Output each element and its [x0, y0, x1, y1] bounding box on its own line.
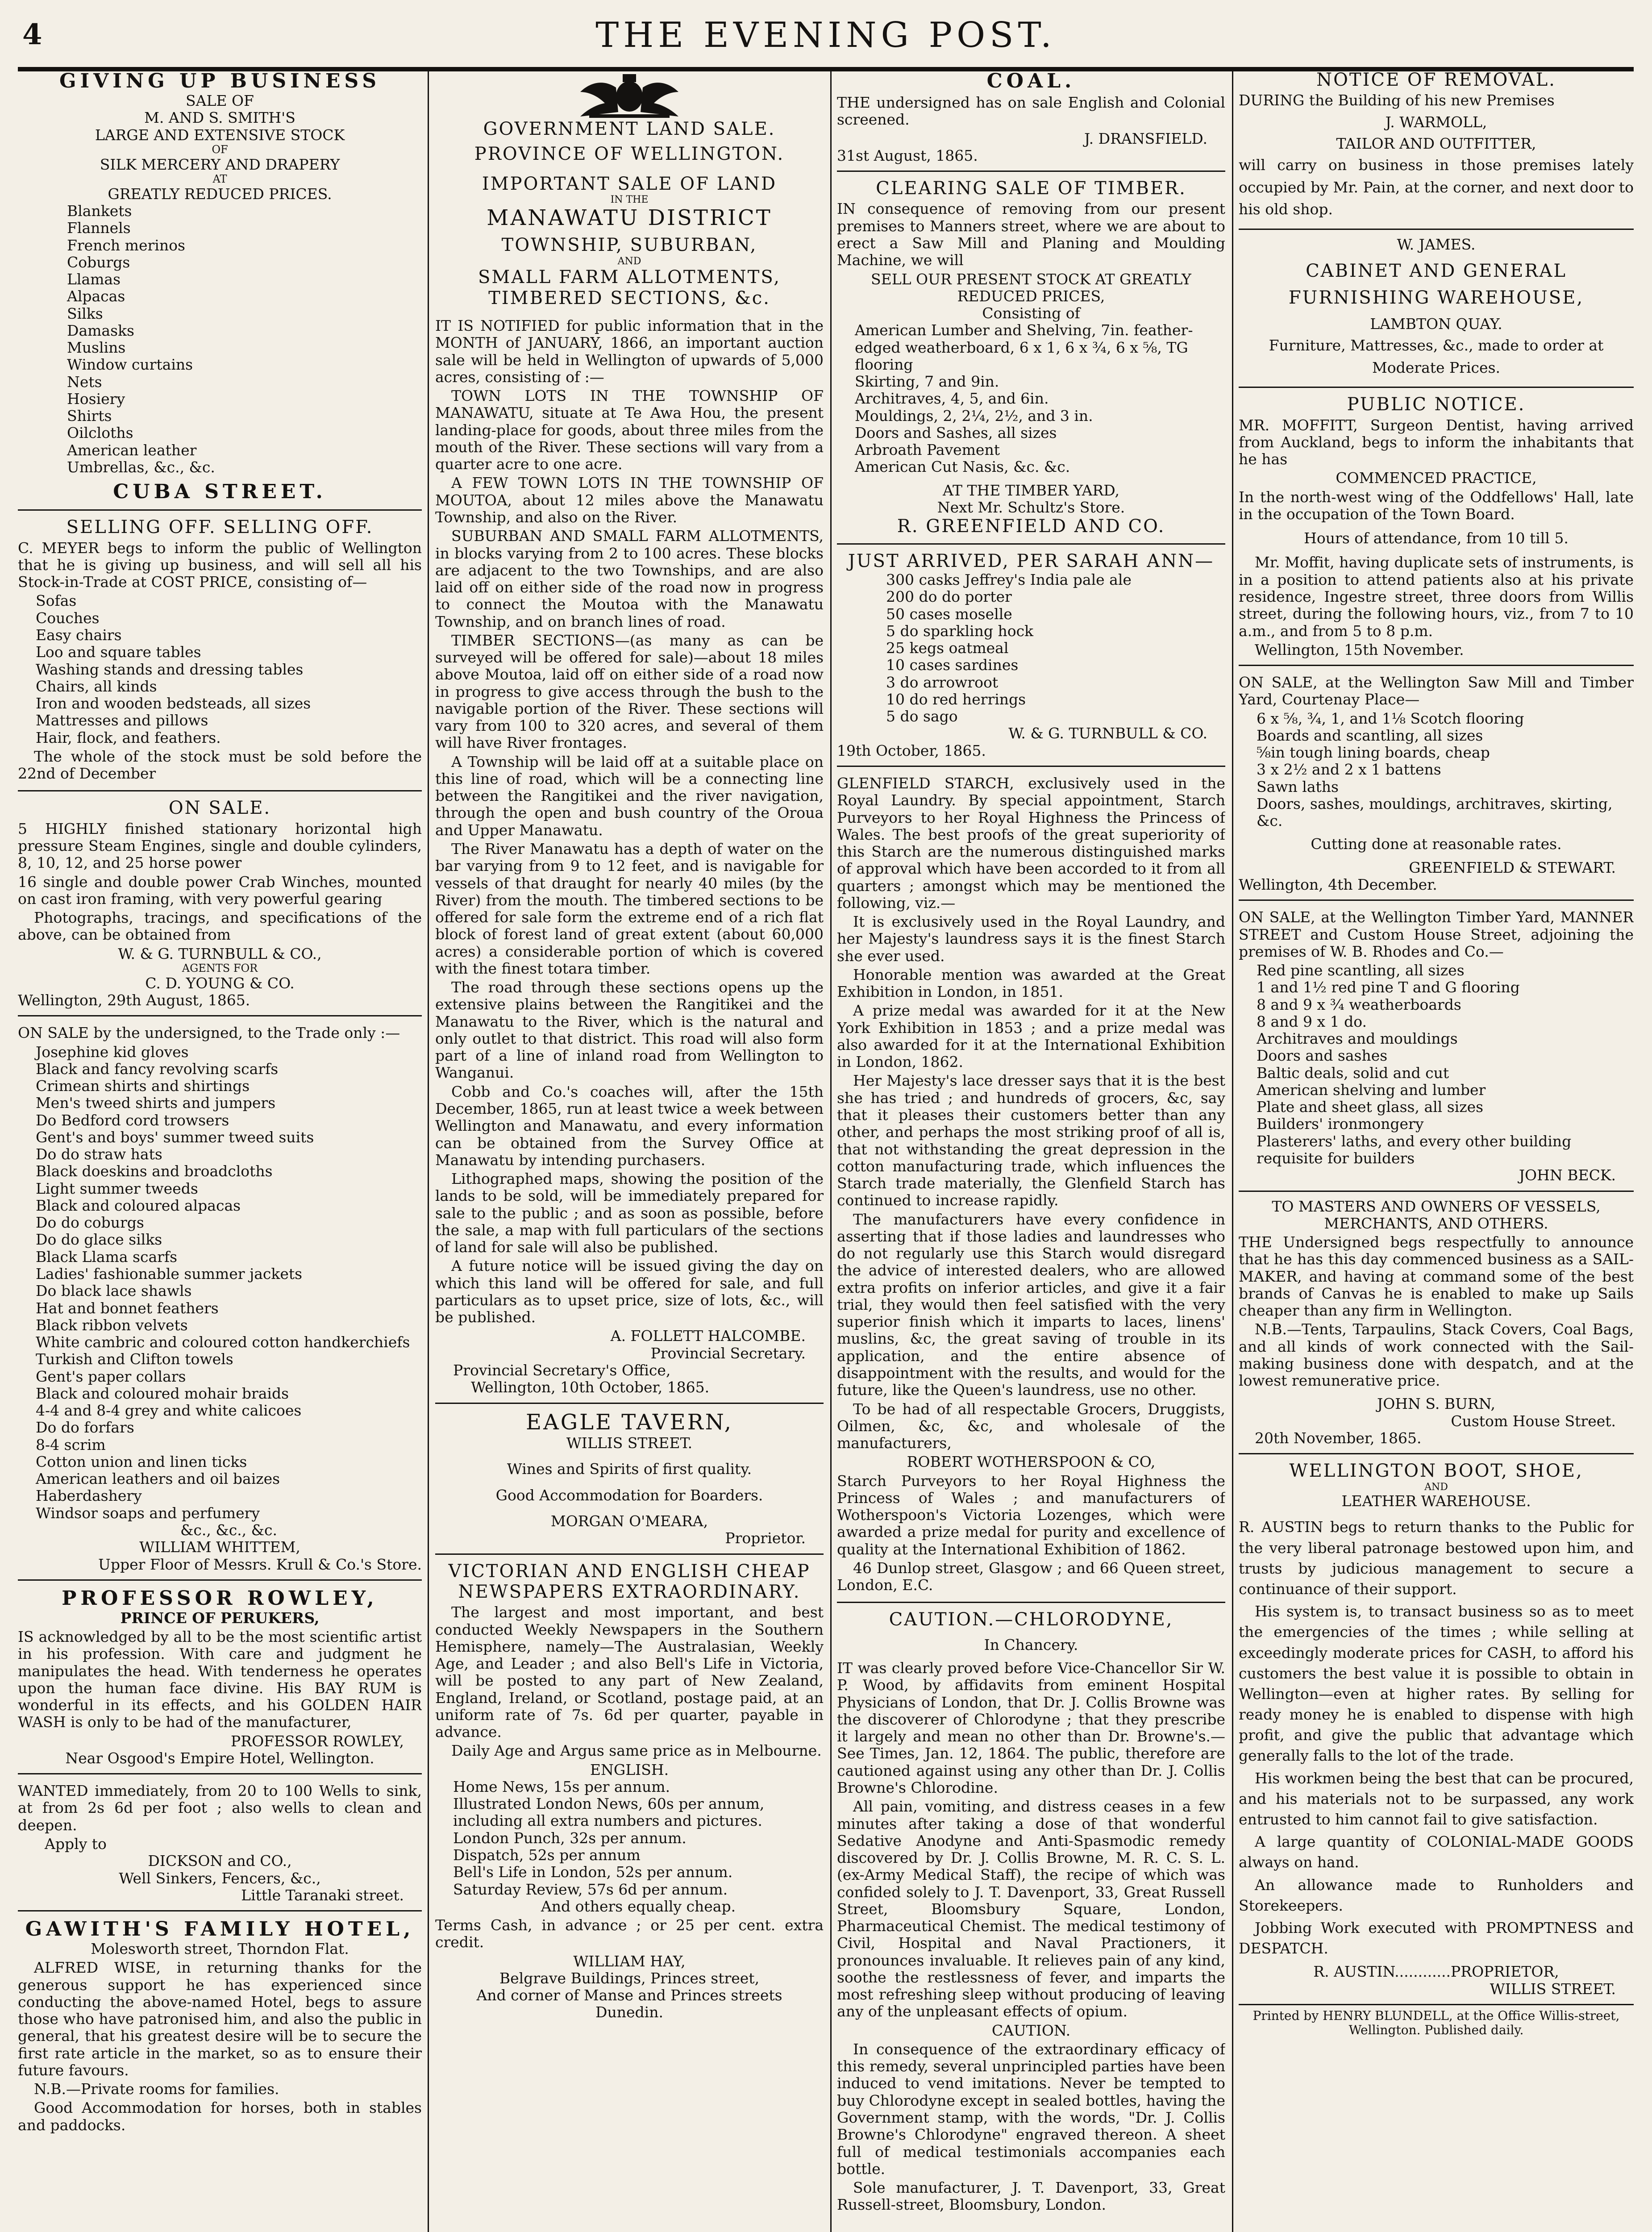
- list-item: 4-4 and 8-4 grey and white calicoes: [36, 1402, 302, 1420]
- list-item: 50 cases moselle: [886, 605, 1012, 623]
- list-item: Architraves and mouldings: [1257, 1030, 1458, 1048]
- boarders-line: Good Accommodation for Boarders.: [495, 1486, 763, 1504]
- next-line: Next Mr. Schultz's Store.: [937, 499, 1125, 516]
- list-item: 6 x ⅝, ¾, 1, and 1⅛ Scotch flooring: [1257, 709, 1524, 727]
- list-item: Do do coburgs: [36, 1214, 144, 1232]
- list-item: American Lumber and Shelving, 7in. feather-edged weatherboard, 6 x 1, 6 x ¾, 6 x ⅝, TG flooring: [855, 321, 1193, 373]
- list-item: Flannels: [67, 219, 131, 237]
- ad-paragraph: The road through these sections opens up the extensive plains between the Rangitikei and the Manawatu to the River, which is the natural and only outlet to that district. This road will also form part of a line of inland road from Wellington to Wanganui.: [435, 979, 824, 1082]
- list-item: 3 x 2½ and 2 x 1 battens: [1257, 761, 1441, 779]
- list-item: Mouldings, 2, 2¼, 2½, and 3 in.: [855, 407, 1093, 425]
- list-item: Bell's Life in London, 52s per annum.: [453, 1863, 733, 1881]
- owner-role: Proprietor.: [725, 1529, 806, 1547]
- ad-line: M. AND S. SMITH'S: [144, 109, 295, 127]
- list-item: Washing stands and dressing tables: [36, 660, 304, 678]
- ad-heading: PROFESSOR ROWLEY,: [62, 1587, 378, 1610]
- list-item: Shirts: [67, 407, 112, 425]
- firm-name: DICKSON and CO.,: [148, 1852, 292, 1870]
- ad-body: ON SALE, at the Wellington Timber Yard, MANNER STREET and Custom House Street, adjoining the premises of W. B. Rhodes and Co.—: [1239, 908, 1634, 960]
- ad-body: ON SALE by the undersigned, to the Trade only :—: [18, 1024, 400, 1042]
- date-line: Wellington, 10th October, 1865.: [471, 1378, 710, 1396]
- ad-clearing-sale-timber: [837, 175, 1225, 545]
- ad-body: WANTED immediately, from 20 to 100 Wells to sink, at from 2s 6d per foot ; also wells to clean and deepen.: [18, 1782, 422, 1834]
- list-item: American shelving and lumber: [1257, 1081, 1486, 1099]
- ad-sail-maker: [1239, 1195, 1634, 1455]
- royal-arms-icon: [562, 70, 696, 119]
- list-item: 25 kegs oatmeal: [886, 639, 1009, 657]
- list-item: Baltic deals, solid and cut: [1257, 1064, 1449, 1082]
- hours-line: Hours of attendance, from 10 till 5.: [1304, 529, 1569, 547]
- ad-heading: VICTORIAN AND ENGLISH CHEAP NEWSPAPERS EXTRAORDINARY.: [448, 1561, 811, 1602]
- ad-body: IS acknowledged by all to be the most scientific artist in his profession. With care and judgment he manipulates the head. With tenderness he operates upon the human face divine. His BAY RUM is wonderful in its effects, and his GOLDEN HAIR WASH is only to be had of the manufacturer,: [18, 1628, 422, 1731]
- ad-line: GREATLY REDUCED PRICES.: [108, 185, 332, 203]
- list-item: Illustrated London News, 60s per annum, including all extra numbers and pictures.: [453, 1795, 765, 1830]
- list-item: Doors, sashes, mouldings, architraves, skirting, &c.: [1257, 795, 1613, 830]
- ad-on-sale-trade: [18, 1020, 422, 1581]
- list-item: 300 casks Jeffrey's India pale ale: [886, 571, 1132, 589]
- ad-heading: GOVERNMENT LAND SALE.: [483, 119, 776, 139]
- ad-paragraph: MR. MOFFITT, Surgeon Dentist, having arrived from Auckland, begs to inform the inhabitants that he has: [1239, 416, 1634, 468]
- list-item: Silks: [67, 304, 103, 322]
- ad-heading: EAGLE TAVERN,: [526, 1409, 733, 1435]
- trade-line: Well Sinkers, Fencers, &c.,: [119, 1869, 321, 1887]
- ad-heading: SELLING OFF. SELLING OFF.: [66, 517, 374, 538]
- ad-line: AT: [212, 172, 227, 185]
- ad-paragraph: In consequence of the extraordinary efficacy of this remedy, several unprincipled parties have been induced to vend imitations. Never be tempted to buy Chlorodyne except in sealed bottles, having the Government stamp, with the words, "Dr. J. Collis Browne's Chlorodyne" engraved thereon. A sheet full of medical testimonials accompanies each bottle.: [837, 2040, 1225, 2178]
- ad-heading: WELLINGTON BOOT, SHOE,: [1289, 1461, 1583, 1482]
- ad-paragraph: To be had of all respectable Grocers, Druggists, Oilmen, &c, &c, and wholesale of the manufacturers,: [837, 1400, 1225, 1452]
- list-item: Cotton union and linen ticks: [36, 1453, 247, 1470]
- list-item: Black and coloured alpacas: [36, 1196, 241, 1214]
- ad-heading: ON SALE.: [168, 798, 271, 819]
- list-item: Architraves, 4, 5, and 6in.: [855, 390, 1049, 408]
- ad-body: ON SALE, at the Wellington Saw Mill and Timber Yard, Courtenay Place—: [1239, 674, 1634, 708]
- signer: JOHN S. BURN,: [1377, 1395, 1495, 1413]
- ad-paragraph: TIMBER SECTIONS—(as many as can be surveyed will be offered for sale)—about 18 miles above Moutoa, laid off on either side of a road now in progress to give access through the bush to the navigable portion of the River. These sections will vary from 100 to 320 acres, and several of them will have River frontages.: [435, 631, 824, 752]
- list-item: Dispatch, 52s per annum: [453, 1846, 641, 1864]
- ad-eagle-tavern: [435, 1407, 824, 1555]
- ad-sell: SELL OUR PRESENT STOCK AT GREATLY REDUCED PRICES,: [871, 270, 1191, 305]
- list-item: Umbrellas, &c., &c.: [67, 458, 215, 476]
- ad-line: SILK MERCERY AND DRAPERY: [100, 155, 340, 173]
- consisting-line: Consisting of: [982, 304, 1080, 322]
- list-item: Window curtains: [67, 356, 193, 374]
- ad-body: C. MEYER begs to inform the public of Wellington that he is giving up business, and will sell all his Stock-in-Trade at COST PRICE, consisting of—: [18, 539, 422, 591]
- list-item: London Punch, 32s per annum.: [453, 1829, 687, 1847]
- ad-chlorodyne: [837, 1607, 1225, 2221]
- item-list: [1239, 710, 1634, 830]
- list-item: Hosiery: [67, 390, 125, 408]
- date-line: 19th October, 1865.: [837, 741, 986, 759]
- ad-body: THE undersigned has on sale English and Colonial screened.: [837, 94, 1225, 129]
- item-list: [435, 1778, 824, 1915]
- list-item: 5 do sago: [886, 708, 958, 725]
- signer: JOHN BECK.: [1519, 1166, 1616, 1184]
- list-item: Alpacas: [67, 287, 125, 305]
- ad-coal: [837, 67, 1225, 172]
- list-item: Turkish and Clifton towels: [36, 1350, 233, 1368]
- ad-boot-warehouse: [1239, 1458, 1634, 2005]
- ad-paragraph: Starch Purveyors to her Royal Highness the Princess of Wales ; and manufacturers of Wotherspoon's Victoria Lozenges, which were awarded a prize medal for purity and excellence of quality at the International Exhibition of 1862.: [837, 1472, 1225, 1558]
- item-list: [18, 203, 422, 476]
- in-the-label: IN THE: [610, 194, 649, 206]
- list-item: American Cut Nasis, &c. &c.: [855, 458, 1070, 476]
- ad-important: IMPORTANT SALE OF LAND: [482, 173, 777, 194]
- list-item: Gent's paper collars: [36, 1367, 186, 1385]
- list-item: Nets: [67, 373, 102, 391]
- ad-paragraph: R. AUSTIN begs to return thanks to the Public for the very liberal patronage bestowed upon him, and trusts by judicious management to secure a continuance of their support.: [1239, 1518, 1634, 1598]
- list-item: White cambric and coloured cotton handkerchiefs: [36, 1333, 410, 1351]
- column-divider: [830, 67, 832, 2232]
- ad-paragraph: IT was clearly proved before Vice-Chancellor Sir W. P. Wood, by affidavits from eminent Hospital Physicians of London, that Dr. J. Collis Browne was the discoverer of Chlorodyne ; that they prescribe it largely and mean no other than Dr. Browne's.—See Times, Jan. 12, 1864. The public, therefore are cautioned against using any other than Dr. J. Collis Browne's Chlorodine.: [837, 1659, 1225, 1796]
- list-item: Boards and scantling, all sizes: [1257, 726, 1483, 744]
- firm-name: W. & G. TURNBULL & CO.,: [118, 945, 322, 962]
- ad-paragraph: N.B.—Tents, Tarpaulins, Stack Covers, Coal Bags, and all kinds of work connected with the Sail-making business done with despatch, and at the lowest remunerative price.: [1239, 1320, 1634, 1390]
- list-item: Home News, 15s per annum.: [453, 1778, 670, 1795]
- ad-wanted-wells: [18, 1778, 422, 1911]
- ad-body: will carry on business in those premises lately occupied by Mr. Pain, at the corner, and next door to his old shop.: [1239, 156, 1634, 218]
- ad-paragraph: SUBURBAN AND SMALL FARM ALLOTMENTS, in blocks varying from 2 to 100 acres. These blocks are adjacent to the two Townships, and are also laid off on either side of the road now in progress to connect the Moutoa with the Manawatu Township, and on branch lines of road.: [435, 527, 824, 630]
- list-item: Couches: [36, 609, 100, 627]
- ad-john-beck: [1239, 904, 1634, 1191]
- list-item: Doors and Sashes, all sizes: [855, 424, 1057, 441]
- ad-paragraph: Cobb and Co.'s coaches will, after the 15th December, 1865, run at least twice a week between Wellington and Manawatu, and every information can be obtained from the Survey Office at Manawatu by intending purchasers.: [435, 1083, 824, 1169]
- wines-line: Wines and Spirits of first quality.: [507, 1460, 752, 1478]
- list-item: Light summer tweeds: [36, 1179, 198, 1197]
- street-line: WILLIS STREET.: [566, 1434, 693, 1452]
- tailor-trade: TAILOR AND OUTFITTER,: [1336, 134, 1536, 152]
- ad-giving-up-business: [18, 67, 422, 511]
- firm-name: R. GREENFIELD AND CO.: [897, 516, 1165, 537]
- ad-subheading: PRINCE OF PERUKERS,: [120, 1609, 320, 1627]
- list-item: Do black lace shawls: [36, 1282, 192, 1300]
- list-item: Plate and sheet glass, all sizes: [1257, 1098, 1484, 1116]
- ad-body: ALFRED WISE, in returning thanks for the generous support he has experienced since conducting the above-named Hotel, begs to assure those who have patronised him, and also the public in general, that his greatest desire will be to secure the first rate article in the market, so as to ensure their future favours.: [18, 1959, 422, 2079]
- list-item: 8-4 scrim: [36, 1436, 106, 1453]
- ad-paragraph: The manufacturers have every confidence in asserting that if those ladies and laundresses who do not regularly use this Starch would disregard the advice of interested dealers, who are allowed extra profits on inferior articles, and give it a fair trial, they would then feel satisfied with the very superior finish which it imparts to laces, linens' muslins, &c, the great saving of trouble in its application, and the entire absence of disappointment with the results, and would for the future, like the Queen's laundress, use no other.: [837, 1210, 1225, 1399]
- office-line: Provincial Secretary's Office,: [453, 1361, 671, 1379]
- ad-paragraph: A FEW TOWN LOTS IN THE TOWNSHIP OF MOUTOA, about 12 miles above the Manawatu Township, and also on the River.: [435, 474, 824, 526]
- ad-paragraph: An allowance made to Runholders and Storekeepers.: [1239, 1876, 1634, 1914]
- district-name: MANAWATU DISTRICT: [487, 205, 772, 230]
- cutting-line: Cutting done at reasonable rates.: [1311, 835, 1562, 853]
- item-list: [837, 571, 1225, 725]
- section-heading: ENGLISH.: [590, 1761, 669, 1778]
- ad-line: SALE OF: [186, 92, 254, 110]
- ad-professor-rowley: [18, 1584, 422, 1774]
- ad-paragraph: Honorable mention was awarded at the Great Exhibition in London, in 1851.: [837, 966, 1225, 1001]
- ad-paragraph: The River Manawatu has a depth of water on the bar varying from 9 to 12 feet, and is navigable for vessels of that draught for nearly 40 miles (by the River) from the mouth. The timbered sections to be offered for sale form the extreme end of a rich flat block of forest land of great extent (about 60,000 acres) a considerable portion of which is covered with the finest totara timber.: [435, 840, 824, 977]
- terms-line: Terms Cash, in advance ; or 25 per cent. extra credit.: [435, 1916, 824, 1951]
- apply-line: Apply to: [45, 1835, 107, 1853]
- ad-subheading: Molesworth street, Thorndon Flat.: [91, 1940, 349, 1958]
- firm-name: GREENFIELD & STEWART.: [1409, 858, 1616, 876]
- city: Dunedin.: [595, 2003, 663, 2021]
- ad-body: 16 single and double power Crab Winches, mounted on cast iron framing, with very powerful gearing: [18, 873, 422, 908]
- address: 46 Dunlop street, Glasgow ; and 66 Queen street, London, E.C.: [837, 1559, 1225, 1594]
- ad-subheading: In Chancery.: [984, 1636, 1078, 1653]
- list-item: &c., &c., &c.: [180, 1521, 277, 1539]
- ad-paragraph: His workmen being the best that can be procured, and his materials not to be surpassed, any work entrusted to him cannot fail to give satisfaction.: [1239, 1769, 1634, 1828]
- printer-imprint: Printed by HENRY BLUNDELL, at the Office Willis-street, Wellington. Published daily.: [1253, 2008, 1620, 2038]
- ad-paragraph: A future notice will be issued giving the day on which this land will be offered for sale, and full particulars as to upset price, size of lots, &c., will be published.: [435, 1257, 824, 1326]
- ad-paragraph: A prize medal was awarded for it at the New York Exhibition in 1853 ; and a prize medal was also awarded for it at the International Exhibition in London, 1862.: [837, 1002, 1225, 1071]
- column-3: [837, 67, 1225, 2232]
- list-item: Do do straw hats: [36, 1145, 162, 1163]
- ad-heading: TO MASTERS AND OWNERS OF VESSELS, MERCHANTS, AND OTHERS.: [1272, 1197, 1601, 1232]
- date-line: Wellington, 15th November.: [1255, 641, 1464, 658]
- ad-heading: COAL.: [986, 70, 1076, 92]
- page-number: 4: [22, 18, 42, 51]
- list-item: American leathers and oil baizes: [36, 1470, 280, 1488]
- ad-paragraph: Sole manufacturer, J. T. Davenport, 33, Great Russell-street, Bloomsbury, London.: [837, 2179, 1225, 2214]
- list-item: Crimean shirts and shirtings: [36, 1077, 250, 1095]
- list-item: Iron and wooden bedsteads, all sizes: [36, 695, 311, 712]
- ad-paragraph: Daily Age and Argus same price as in Melbourne.: [451, 1742, 822, 1760]
- list-item: Damasks: [67, 321, 134, 339]
- ad-nb: N.B.—Private rooms for families.: [34, 2080, 279, 2098]
- township-line: TOWNSHIP, SUBURBAN,: [501, 235, 757, 256]
- list-item: Men's tweed shirts and jumpers: [36, 1094, 276, 1112]
- date-line: Wellington, 29th August, 1865.: [18, 991, 250, 1009]
- and-label: AND: [617, 255, 641, 267]
- ad-heading: NOTICE OF REMOVAL.: [1316, 70, 1556, 90]
- caution-heading: CAUTION.: [991, 2021, 1071, 2039]
- address: Near Osgood's Empire Hotel, Wellington.: [65, 1749, 375, 1767]
- list-item: Ladies' fashionable summer jackets: [36, 1265, 303, 1283]
- address: And corner of Manse and Princes streets: [476, 1986, 782, 2004]
- ad-paragraph: THE Undersigned begs respectfully to announce that he has this day commenced business as a SAIL-MAKER, and having at command some of the best brands of Canvas he is enabled to make up Sails cheaper than any firm in Wellington.: [1239, 1233, 1634, 1320]
- ad-paragraph: Lithographed maps, showing the position of the lands to be sold, will be immediately prepared for sale to the public ; and as soon as possible, before the sale, a map with full particulars of the sections of land for sale will also be published.: [435, 1170, 824, 1256]
- ad-line: OF: [212, 143, 228, 156]
- list-item: Do do forfars: [36, 1419, 134, 1437]
- ad-body: 5 HIGHLY finished stationary horizontal high pressure Steam Engines, single and double cylinders, 8, 10, 12, and 25 horse power: [18, 820, 422, 872]
- and-label: AND: [1424, 1481, 1448, 1493]
- ad-paragraph: The largest and most important, and best conducted Weekly Newspapers in the Southern Hemisphere, namely—The Australasian, Weekly Age, and Leader ; and also Bell's Life in Victoria, will be posted to any part of New Zealand, England, Ireland, or Scotland, postage paid, at an uniform rate of 7s. 6d per quarter, payable in advance.: [435, 1603, 824, 1741]
- list-item: Builders' ironmongery: [1257, 1115, 1424, 1133]
- list-item: Black doeskins and broadcloths: [36, 1162, 273, 1180]
- list-item: 1 and 1½ red pine T and G flooring: [1257, 979, 1520, 996]
- list-item: Doors and sashes: [1257, 1047, 1388, 1065]
- list-item: Hat and bonnet feathers: [36, 1299, 219, 1317]
- ad-saw-mill: [1239, 670, 1634, 901]
- list-item: 5 do sparkling hock: [886, 622, 1034, 640]
- agent-name: C. D. YOUNG & CO.: [145, 974, 295, 992]
- ad-accommodation: Good Accommodation for horses, both in stables and paddocks.: [18, 2099, 422, 2134]
- list-item: Llamas: [67, 271, 121, 288]
- tailor-name: J. WARMOLL,: [1385, 113, 1487, 131]
- proprietor-name: W. JAMES.: [1397, 235, 1476, 253]
- ad-heading: GIVING UP BUSINESS: [59, 70, 381, 92]
- list-item: Saturday Review, 57s 6d per annum.: [453, 1880, 728, 1898]
- item-list: [18, 592, 422, 746]
- ad-heading: JUST ARRIVED, PER SARAH ANN—: [848, 550, 1215, 571]
- signer: A. FOLLETT HALCOMBE.: [610, 1327, 806, 1345]
- list-item: Hair, flock, and feathers.: [36, 729, 221, 746]
- ad-paragraph: Her Majesty's lace dresser says that it is the best she has tried ; and hundreds of grocers, &c, say that it pleases their customers better than any other, and perhaps the most striking proof of all is, that not withstanding the great depression in the cotton manufacturing trade, which influences the Starch trade materially, the Glenfield Starch has continued to increase rapidly.: [837, 1072, 1225, 1209]
- ad-glenfield-starch: [837, 770, 1225, 1603]
- newspaper-title: THE EVENING POST.: [595, 15, 1056, 55]
- ad-paragraph: TOWN LOTS IN THE TOWNSHIP OF MANAWATU, situate at Te Awa Hou, the present landing-place for goods, about three miles from the mouth of the River. These sections will vary from a quarter acre to one acre.: [435, 387, 824, 473]
- list-item: Muslins: [67, 339, 126, 357]
- ad-government-land-sale: [435, 67, 824, 1404]
- ad-on-sale-engines: [18, 795, 422, 1016]
- ad-heading: CLEARING SALE OF TIMBER.: [876, 178, 1186, 199]
- column-divider: [1232, 67, 1233, 2232]
- ad-heading: CAUTION.—CHLORODYNE,: [889, 1609, 1173, 1630]
- ad-paragraph: Jobbing Work executed with PROMPTNESS and DESPATCH.: [1239, 1919, 1634, 1957]
- ad-cheap-newspapers: [435, 1558, 824, 2028]
- signer-role: Provincial Secretary.: [650, 1344, 806, 1362]
- ad-paragraph: GLENFIELD STARCH, exclusively used in the Royal Laundry. By special appointment, Starch Purveyors to her Royal Highness the Princess of Wales. The best proofs of the great superiority of this Starch are the numerous distinguished marks of approval which have been accorded to it from all quarters ; amongst which may be mentioned the following, viz.—: [837, 774, 1225, 912]
- list-item: Black and fancy revolving scarfs: [36, 1060, 279, 1078]
- list-item: French merinos: [67, 236, 185, 254]
- address: Belgrave Buildings, Princes street,: [499, 1969, 760, 1987]
- ad-paragraph: A large quantity of COLONIAL-MADE GOODS always on hand.: [1239, 1833, 1634, 1871]
- ad-body: IN consequence of removing from our present premises to Manners street, where we are about to erect a Saw Mill and Planing and Moulding Machine, we will: [837, 200, 1225, 269]
- list-item: And others equally cheap.: [541, 1897, 736, 1915]
- list-item: Mattresses and pillows: [36, 712, 208, 729]
- list-item: Gent's and boys' summer tweed suits: [36, 1128, 314, 1146]
- column-4: [1239, 67, 1634, 2232]
- list-item: Red pine scantling, all sizes: [1257, 962, 1465, 979]
- list-item: 200 do do porter: [886, 588, 1012, 606]
- list-item: Easy chairs: [36, 626, 122, 644]
- ad-line: LARGE AND EXTENSIVE STOCK: [95, 126, 345, 144]
- date-line: 20th November, 1865.: [1255, 1429, 1422, 1447]
- ad-paragraph: Mr. Moffit, having duplicate sets of instruments, is in a position to attend patients also at his private residence, Ingestre street, three doors from Willis street, during the following hours, viz., from 7 to 10 a.m., and from 5 to 8 p.m.: [1239, 554, 1634, 640]
- ad-paragraph: IT IS NOTIFIED for public information that in the MONTH of JANUARY, 1866, an important auction sale will be held in Wellington of upwards of 5,000 acres, consisting of :—: [435, 317, 824, 386]
- ad-paragraph: His system is, to transact business so as to meet the emergencies of the times ; while selling at exceedingly moderate prices for CASH, to afford his customers the best value it is possible to obtain in Wellington—even at higher rates. By selling for ready money he is enabled to dispense with high profit, and give the public that advantage which generally falls to the lot of the trade.: [1239, 1603, 1634, 1765]
- ad-paragraph: All pain, vomiting, and distress ceases in a few minutes after taking a dose of that wonderful Sedative Anodyne and Anti-Spasmodic remedy discovered by Dr. J. Collis Browne, M. R. C. S. L. (ex-Army Medical Staff), the recipe of which was confided solely to J. T. Davenport, 33, Great Russell Street, Bloomsbury Square, London, Pharmaceutical Chemist. The medical testimony of Civil, Hospital and Naval Practioners, it pronounces invaluable. It relieves pain of any kind, soothe the restlessness of fever, and imparts the most refreshing sleep without producing of leaving any of the unpleasant effects of opium.: [837, 1798, 1225, 2020]
- ad-gawith-hotel: [18, 1915, 422, 2142]
- list-item: Blankets: [67, 202, 132, 220]
- commenced-line: COMMENCED PRACTICE,: [1336, 469, 1537, 487]
- ad-selling-off: [18, 514, 422, 791]
- list-item: Windsor soaps and perfumery: [36, 1504, 260, 1522]
- street-line: WILLIS STREET.: [1490, 1980, 1616, 1998]
- address: Custom House Street.: [1451, 1412, 1616, 1430]
- ad-heading: CABINET AND GENERAL FURNISHING WAREHOUSE,: [1288, 260, 1584, 308]
- list-item: 3 do arrowroot: [886, 673, 999, 691]
- list-item: Oilcloths: [67, 424, 133, 442]
- ad-body: Furniture, Mattresses, &c., made to order at Moderate Prices.: [1269, 337, 1604, 376]
- item-list: [18, 1044, 422, 1539]
- list-item: Black and coloured mohair braids: [36, 1384, 289, 1402]
- date-line: 31st August, 1865.: [837, 146, 978, 164]
- ad-paragraph: It is exclusively used in the Royal Laundry, and her Majesty's laundress says it is the finest Starch she ever used.: [837, 913, 1225, 965]
- ad-subheading: LEATHER WAREHOUSE.: [1341, 1492, 1531, 1510]
- ad-heading: GAWITH'S FAMILY HOTEL,: [25, 1918, 415, 1941]
- ad-footer: The whole of the stock must be sold before the 22nd of December: [18, 747, 422, 783]
- ad-paragraph: In the north-west wing of the Oddfellows' Hall, late in the occupation of the Town Board.: [1239, 488, 1634, 523]
- ad-heading: PUBLIC NOTICE.: [1347, 394, 1526, 415]
- owner-name: MORGAN O'MEARA,: [550, 1512, 708, 1530]
- ad-notice-of-removal: [1239, 67, 1634, 230]
- list-item: Chairs, all kinds: [36, 677, 157, 695]
- ad-paragraph: A Township will be laid off at a suitable place on this line of road, which will be a connecting line between the Rangitikei and the river navigation, through the open and bush country of the Oroua and Upper Manawatu.: [435, 753, 824, 839]
- list-item: 8 and 9 x ¾ weatherboards: [1257, 995, 1461, 1013]
- list-item: Arbroath Pavement: [855, 441, 1000, 459]
- ad-public-notice-moffitt: [1239, 391, 1634, 666]
- ad-footer: CUBA STREET.: [113, 480, 327, 504]
- ad-just-arrived: [837, 548, 1225, 767]
- list-item: 10 cases sardines: [886, 656, 1019, 674]
- masthead: [18, 9, 1634, 62]
- list-item: Sawn laths: [1257, 778, 1339, 795]
- list-item: Black Llama scarfs: [36, 1248, 178, 1266]
- firm-name: W. & G. TURNBULL & CO.: [1008, 725, 1207, 742]
- list-item: Skirting, 7 and 9in.: [855, 373, 999, 391]
- signer: WILLIAM WHITTEM,: [139, 1538, 300, 1556]
- ad-w-james: [1239, 233, 1634, 388]
- signer: R. AUSTIN............PROPRIETOR,: [1313, 1963, 1559, 1981]
- signer: WILLIAM HAY,: [573, 1952, 686, 1970]
- list-item: Sofas: [36, 592, 77, 610]
- list-item: Coburgs: [67, 253, 130, 271]
- list-item: American leather: [67, 441, 197, 459]
- column-2: [435, 67, 824, 2232]
- ad-body: Photographs, tracings, and specifications of the above, can be obtained from: [18, 909, 422, 944]
- list-item: ⅝in tough lining boards, cheap: [1257, 744, 1490, 762]
- list-item: Do do glace silks: [36, 1231, 162, 1249]
- firm-name: ROBERT WOTHERSPOON & CO,: [907, 1453, 1156, 1471]
- list-item: Josephine kid gloves: [36, 1043, 189, 1061]
- column-1: [18, 67, 422, 2232]
- list-item: 8 and 9 x 1 do.: [1257, 1012, 1367, 1030]
- address: Upper Floor of Messrs. Krull & Co.'s Store.: [98, 1555, 422, 1573]
- ad-province: PROVINCE OF WELLINGTON.: [474, 144, 785, 165]
- agents-label: AGENTS FOR: [182, 962, 258, 974]
- allotments-line: SMALL FARM ALLOTMENTS, TIMBERED SECTIONS, &c.: [478, 267, 781, 308]
- list-item: Loo and square tables: [36, 643, 201, 661]
- column-divider: [428, 67, 429, 2232]
- signer: PROFESSOR ROWLEY,: [231, 1732, 404, 1750]
- address: Little Taranaki street.: [241, 1886, 404, 1904]
- list-item: Plasterers' laths, and every other building requisite for builders: [1257, 1132, 1572, 1167]
- item-list: [837, 322, 1225, 475]
- item-list: [1239, 962, 1634, 1167]
- list-item: 10 do red herrings: [886, 690, 1026, 708]
- yard-line: AT THE TIMBER YARD,: [942, 481, 1120, 499]
- list-item: Do Bedford cord trowsers: [36, 1111, 229, 1129]
- ad-body: DURING the Building of his new Premises: [1239, 92, 1555, 109]
- signer: J. DRANSFIELD.: [1084, 129, 1207, 147]
- date-line: Wellington, 4th December.: [1239, 875, 1437, 893]
- address: LAMBTON QUAY.: [1370, 315, 1502, 333]
- list-item: Haberdashery: [36, 1487, 142, 1505]
- list-item: Black ribbon velvets: [36, 1316, 188, 1334]
